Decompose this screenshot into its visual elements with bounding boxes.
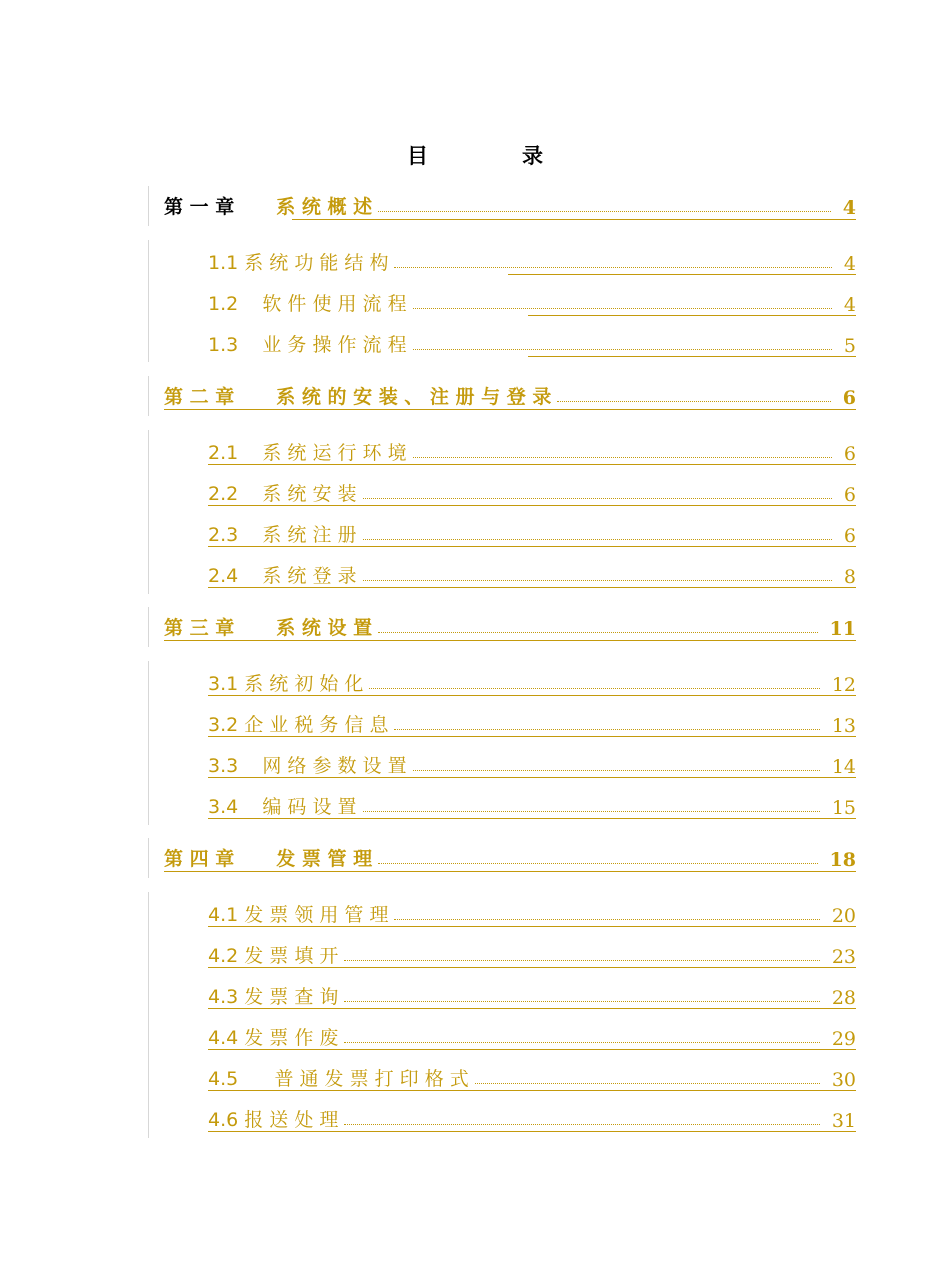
toc-entry-chapter-1[interactable]: [164, 190, 856, 220]
toc-entry-1-1[interactable]: 1.1 系 统 功 能 结 构 4: [208, 252, 856, 275]
toc-entry-2-2[interactable]: 2.2 系 统 安 装 6: [208, 483, 856, 506]
toc-entry-chapter-4[interactable]: 第 四 章 发 票 管 理 18: [164, 848, 856, 871]
toc-entry-4-2[interactable]: 4.2 发 票 填 开 23: [208, 945, 856, 968]
toc-entry-4-4[interactable]: 4.4 发 票 作 废 29: [208, 1027, 856, 1050]
toc-entry-4-6[interactable]: 4.6 报 送 处 理 31: [208, 1109, 856, 1132]
toc-entry-1-3[interactable]: 1.3 业 务 操 作 流 程 5: [208, 334, 856, 357]
page-number: 4: [842, 197, 856, 219]
toc-entry-3-3[interactable]: 3.3 网 络 参 数 设 置 14: [208, 755, 856, 778]
toc-title-char-2: 录: [522, 143, 543, 168]
toc-entry-2-3[interactable]: 2.3 系 统 注 册 6: [208, 524, 856, 547]
toc-entry-1-2[interactable]: 1.2 软 件 使 用 流 程 4: [208, 293, 856, 316]
toc-entry-3-4[interactable]: 3.4 编 码 设 置 15: [208, 796, 856, 819]
dot-leader: [378, 211, 831, 212]
toc-entry-chapter-2[interactable]: 第 二 章 系 统 的 安 装 、 注 册 与 登 录 6: [164, 386, 856, 409]
chapter-1-bar: [148, 186, 149, 226]
toc-title-char-1: 目: [407, 143, 428, 168]
chapter-number: 第 一 章: [164, 196, 235, 218]
toc-entry-4-5[interactable]: 4.5 普 通 发 票 打 印 格 式 30: [208, 1068, 856, 1091]
toc-entry-3-2[interactable]: 3.2 企 业 税 务 信 息 13: [208, 714, 856, 737]
toc-title: [0, 140, 950, 170]
toc-entry-3-1[interactable]: 3.1 系 统 初 始 化 12: [208, 673, 856, 696]
toc-entry-4-1[interactable]: 4.1 发 票 领 用 管 理 20: [208, 904, 856, 927]
toc-entry-chapter-3[interactable]: 第 三 章 系 统 设 置 11: [164, 617, 856, 640]
toc-entry-4-3[interactable]: 4.3 发 票 查 询 28: [208, 986, 856, 1009]
toc-entry-2-1[interactable]: 2.1 系 统 运 行 环 境 6: [208, 442, 856, 465]
chapter-title: 系 统 概 述: [276, 196, 373, 218]
toc-entry-2-4[interactable]: 2.4 系 统 登 录 8: [208, 565, 856, 588]
link-underline: [292, 219, 856, 220]
chapter-1-subs-bar: [148, 240, 149, 362]
